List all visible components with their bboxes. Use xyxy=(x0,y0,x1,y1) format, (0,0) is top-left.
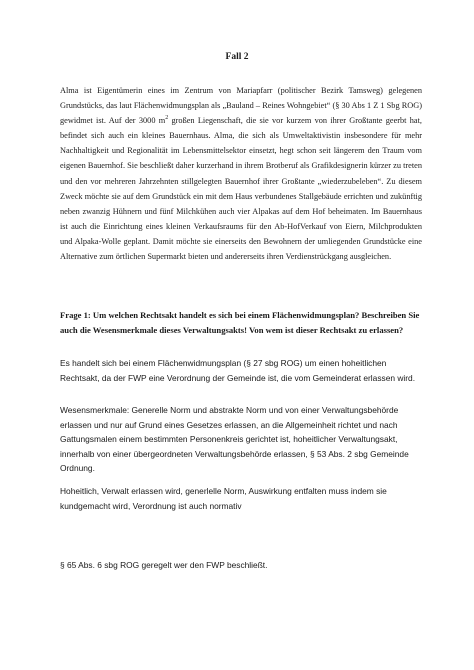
question-1: Frage 1: Um welchen Rechtsakt handelt es sich bei einem Flächenwidmungsplan? Beschreiben Sie auch die Wesensmerkmale dieses Verwaltungsakts! Von wem ist dieser Rechtsakt zu erlassen? xyxy=(60,310,420,335)
superscript-2: 2 xyxy=(165,115,169,122)
answer-paragraph-1: Es handelt sich bei einem Flächenwidmungsplan (§ 27 sbg ROG) um einen hoheitlichen Rechtsakt, da der FWP eine Verordnung der Gemeinde ist, die vom Gemeinderat erlassen wird. xyxy=(60,358,416,383)
answer-paragraph-2: Wesensmerkmale: Generelle Norm und abstrakte Norm und von einer Verwaltungsbehörde erlassen und nur auf Grund eines Gesetzes erlassen, an die Allgemeinheit richtet und nach Gattungsmalen einem bestimmten Personenkreis gerichtet ist, hoheitlicher Verwaltungsakt, innerhalb von einer übergeordneten Verwaltungsbehörde erlassen, § 53 Abs. 2 sbg Gemeinde Ordnung. xyxy=(60,405,409,473)
case-description xyxy=(60,83,422,264)
answer-paragraph-3: Hoheitlich, Verwalt erlassen wird, generlelle Norm, Auswirkung entfalten muss indem sie kundgemacht wird, Verordnung ist auch normativ xyxy=(60,486,387,511)
case-text-part1: Alma ist Eigentümerin eines im Zentrum von Mariapfarr (politischer Bezirk Tamsweg) gelegenen Grundstücks, das laut Flächenwidmungsplan als „Bauland – Reines Wohngebiet“ (§ 30 Abs 1 Z 1 Sbg ROG) gewidmet ist. Auf der 3000 m xyxy=(60,86,422,126)
case-title: Fall 2 xyxy=(225,52,249,62)
answer-paragraph-4: § 65 Abs. 6 sbg ROG geregelt wer den FWP beschließt. xyxy=(60,560,268,570)
case-text-part2: großen Liegenschaft, die sie vor kurzem von ihrer Großtante geerbt hat, befindet sich auch ein kleines Bauernhaus. Alma, die sich als Umweltaktivistin insbesondere für mehr Nachhaltigkeit und Regionalität im Lebensmittelsektor einsetzt, hegt schon seit längerem den Traum vom eigenen Bauernhof. Sie beschließt daher kurzerhand in ihrem Brotberuf als Grafikdesignerin kürzer zu treten und den vor mehreren Jahrzehnten stillgelegten Bauernhof ihrer Großtante „wiederzubeleben“. Zu diesem Zweck möchte sie auf dem Grundstück ein mit dem Haus verbundenes Stallgebäude errichten und zukünftig neben zwanzig Hühnern und fünf Milchkühen auch vier Alpakas auf dem Hof beheimaten. Im Bauernhaus ist auch die Einrichtung eines kleinen Verkaufsraums für den Ab-HofVerkauf von Eiern, Milchprodukten und Alpaka-Wolle geplant. Damit möchte sie einerseits den Bewohnern der umliegenden Grundstücke eine Alternative zum örtlichen Supermarkt bieten und andererseits ihren Verdienstrückgang ausgleichen. xyxy=(60,116,422,262)
